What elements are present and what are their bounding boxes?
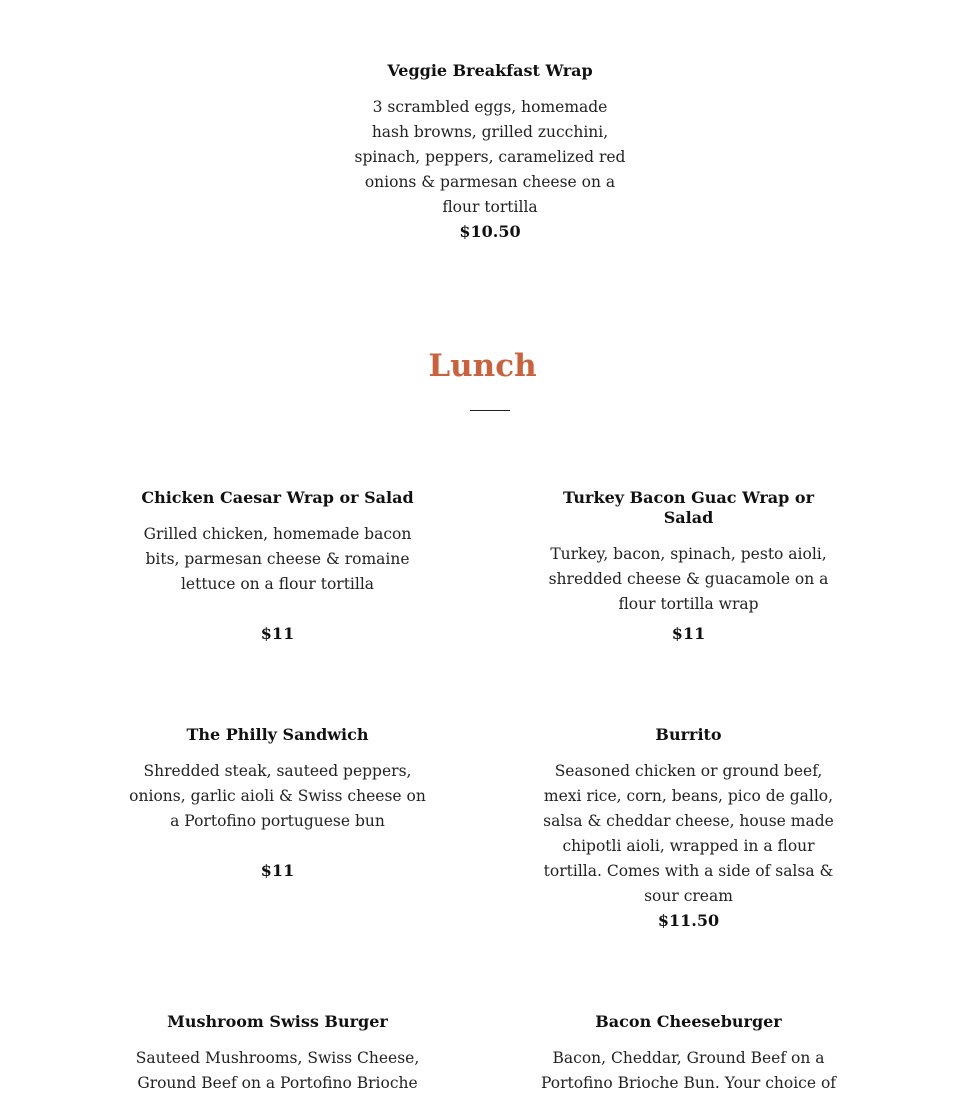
item-name: Burrito: [655, 725, 722, 744]
item-name: Bacon Cheeseburger: [595, 1012, 782, 1031]
menu-item-veggie-breakfast-wrap: [352, 61, 628, 246]
menu-item-burrito: [536, 725, 841, 935]
item-name: Chicken Caesar Wrap or Salad: [141, 488, 414, 507]
item-description: Sauteed Mushrooms, Swiss Cheese, Ground Beef on a Portofino Brioche: [135, 1049, 420, 1092]
item-description: Seasoned chicken or ground beef, mexi rice, corn, beans, pico de gallo, salsa & cheddar cheese, house made chipotli aioli, wrapped in a flour tortilla. Comes with a side of salsa & sour cream: [543, 762, 834, 905]
item-price: $11: [260, 624, 295, 643]
item-name: The Philly Sandwich: [186, 725, 369, 744]
item-description: Grilled chicken, homemade bacon bits, parmesan cheese & romaine lettuce on a flour tortilla: [143, 525, 412, 593]
item-price: $10.50: [459, 222, 521, 241]
item-description: 3 scrambled eggs, homemade hash browns, grilled zucchini, spinach, peppers, caramelized red onions & parmesan cheese on a flour tortilla: [354, 98, 626, 216]
menu-item-bacon-cheeseburger: [540, 1012, 837, 1095]
menu-item-mushroom-swiss-burger: [130, 1012, 425, 1095]
item-price: $11.50: [657, 911, 720, 930]
menu-item-turkey-bacon-guac: [546, 488, 831, 648]
item-description: Shredded steak, sauteed peppers, onions, garlic aioli & Swiss cheese on a Portofino portuguese bun: [129, 762, 426, 830]
menu-item-philly-sandwich: [125, 725, 430, 885]
item-price: $11: [260, 861, 295, 880]
section-divider: [470, 410, 510, 411]
item-name: Veggie Breakfast Wrap: [387, 61, 593, 80]
item-price: $11: [671, 624, 706, 643]
item-description: Bacon, Cheddar, Ground Beef on a Portofino Brioche Bun. Your choice of: [540, 1049, 837, 1092]
item-name: Turkey Bacon Guac Wrap or Salad: [562, 488, 815, 527]
section-title-lunch: Lunch: [428, 348, 537, 384]
item-description: Turkey, bacon, spinach, pesto aioli, shredded cheese & guacamole on a flour tortilla wrap: [548, 545, 829, 613]
menu-item-chicken-caesar: [125, 488, 430, 648]
item-name: Mushroom Swiss Burger: [167, 1012, 388, 1031]
